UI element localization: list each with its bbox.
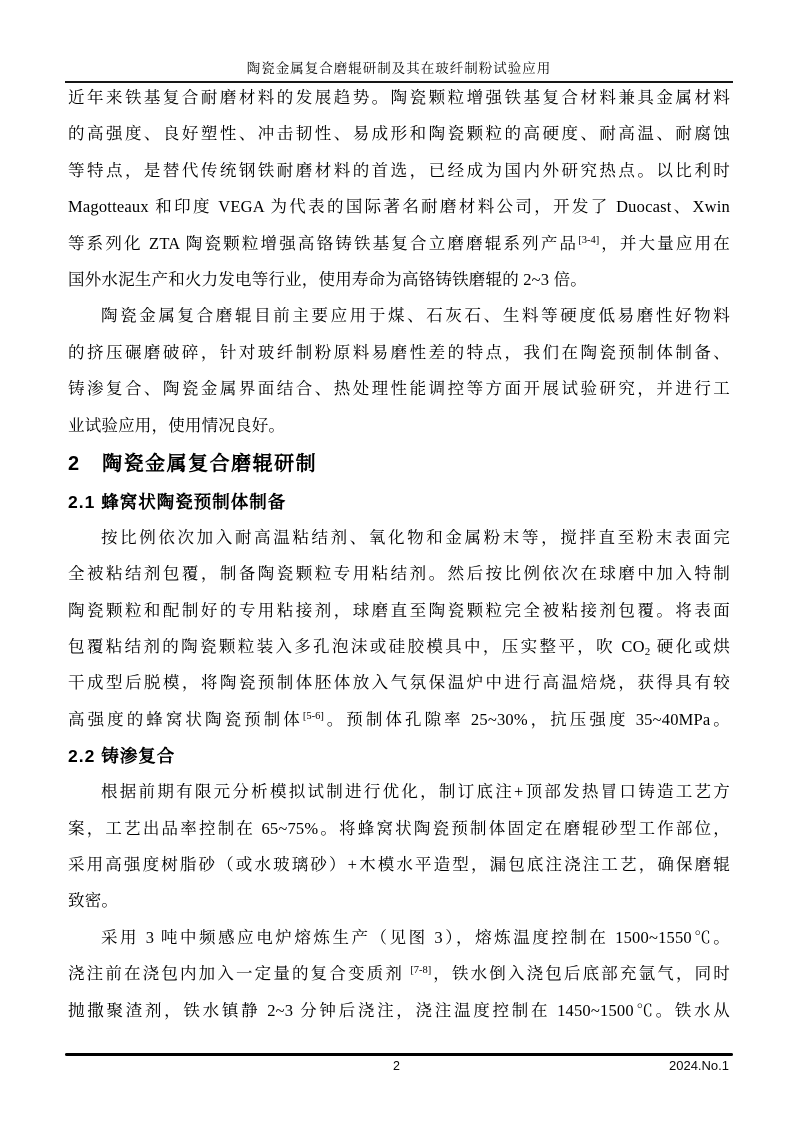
text-line: 近年来铁基复合耐磨材料的发展趋势。陶瓷颗粒增强铁基复合材料兼具金属材料 [68,88,730,107]
section-heading-2: 2 陶瓷金属复合磨辊研制 [68,452,318,475]
section-heading-2-2: 2.2 铸渗复合 [68,746,176,767]
section-heading-2-1: 2.1 蜂窝状陶瓷预制体制备 [68,491,287,512]
text-line: 采用高强度树脂砂（或水玻璃砂）+木模水平造型，漏包底注浇注工艺，确保磨辊 [68,855,730,875]
text-line: 干成型后脱模，将陶瓷预制体胚体放入气氛保温炉中进行高温焙烧，获得具有较 [68,673,730,693]
text-line: Magotteaux 和印度 VEGA 为代表的国际著名耐磨材料公司，开发了 Duocast、Xwin [68,197,730,217]
text-line: 国外水泥生产和火力发电等行业，使用寿命为高铬铸铁磨辊的 2~3 倍。 [68,269,587,289]
text-line: 采用 3 吨中频感应电炉熔炼生产（见图 3），熔炼温度控制在 1500~1550℃。 [101,927,730,947]
text-line: 铸渗复合、陶瓷金属界面结合、热处理性能调控等方面开展试验研究，并进行工 [68,379,730,399]
issue-label: 2024.No.1 [669,1058,729,1073]
document-body [68,80,730,1029]
text-line: 陶瓷颗粒和配制好的专用粘接剂，球磨直至陶瓷颗粒完全被粘接剂包覆。将表面 [68,600,730,620]
running-header-title: 陶瓷金属复合磨辊研制及其在玻纤制粉试验应用 [246,61,552,76]
text-line: 全被粘结剂包覆，制备陶瓷颗粒专用粘结剂。然后按比例依次在球磨中加入特制 [68,564,730,584]
footer-rule [65,1053,733,1056]
text-line: 按比例依次加入耐高温粘结剂、氧化物和金属粉末等，搅拌直至粉末表面完 [101,527,730,547]
text-line: 等特点，是替代传统钢铁耐磨材料的首选，已经成为国内外研究热点。以比利时 [68,160,730,180]
text-line: 的高强度、良好塑性、冲击韧性、易成形和陶瓷颗粒的高硬度、耐高温、耐腐蚀 [68,124,730,144]
text-line: 包覆粘结剂的陶瓷颗粒装入多孔泡沫或硅胶模具中，压实整平，吹 $CO_2$ 硬化或烘 [68,637,730,659]
text-line: 陶瓷金属复合磨辊目前主要应用于煤、石灰石、生料等硬度低易磨性好物料 [101,306,730,326]
text-line: 等系列化 ZTA 陶瓷颗粒增强高铬铸铁基复合立磨磨辊系列产品[3-4]，并大量应用在 [68,233,730,253]
text-line: 高强度的蜂窝状陶瓷预制体[5-6]。预制体孔隙率 25~30%，抗压强度 35~40MPa。 [68,709,730,729]
page-number: 2 [393,1059,400,1073]
text-line: 致密。 [68,891,119,911]
text-line: 案，工艺出品率控制在 65~75%。将蜂窝状陶瓷预制体固定在磨辊砂型工作部位， [68,818,730,838]
text-line: 抛撒聚渣剂，铁水镇静 2~3 分钟后浇注，浇注温度控制在 1450~1500℃。铁水从 [68,1000,730,1020]
text-line: 的挤压碾磨破碎，针对玻纤制粉原料易磨性差的特点，我们在陶瓷预制体制备、 [68,342,730,362]
text-line: 业试验应用，使用情况良好。 [68,415,286,435]
text-line: 根据前期有限元分析模拟试制进行优化，制订底注+顶部发热冒口铸造工艺方 [101,782,730,802]
text-line: 浇注前在浇包内加入一定量的复合变质剂 [7-8]，铁水倒入浇包后底部充氩气，同时 [68,964,730,984]
